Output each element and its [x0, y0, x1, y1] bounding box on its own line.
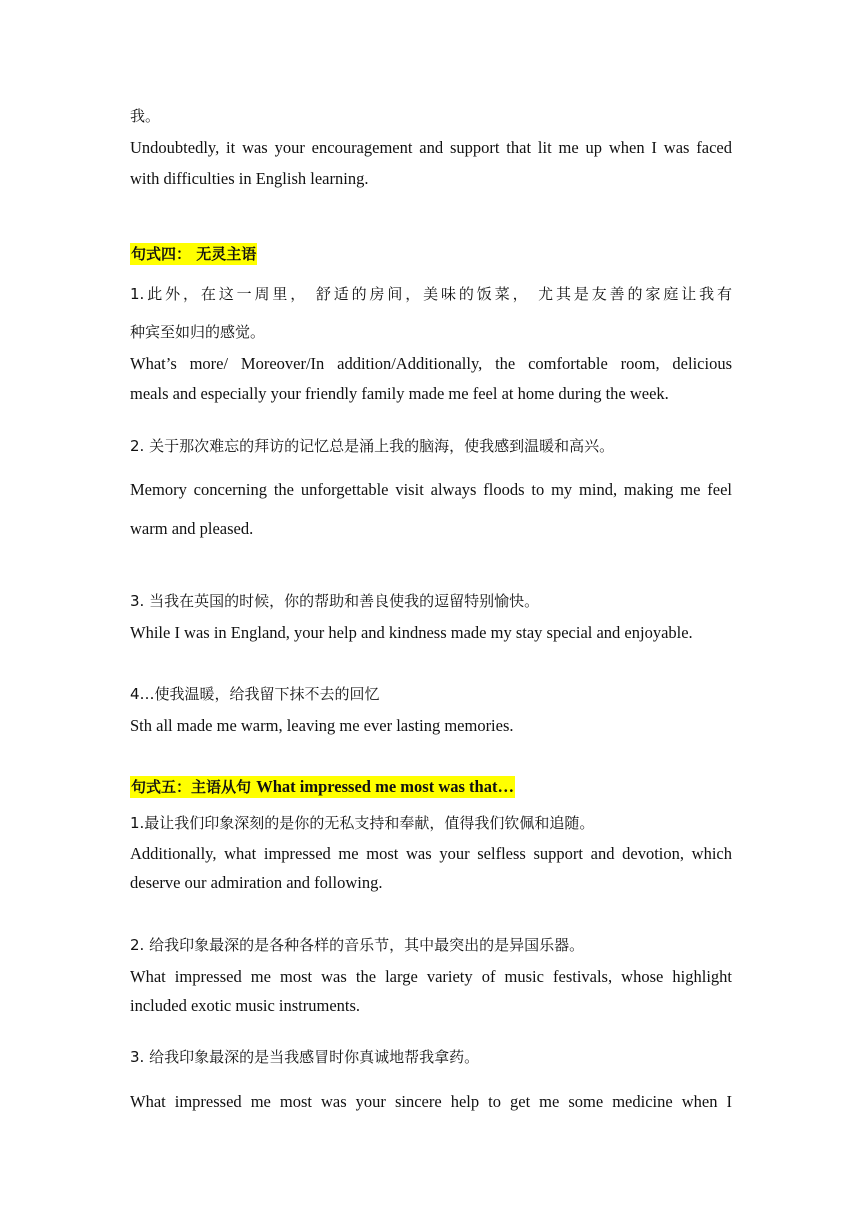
text-line: What’s more/ Moreover/In addition/Additionally, the comfortable room, delicious	[130, 354, 732, 373]
text-line: 2. 关于那次难忘的拜访的记忆总是涌上我的脑海，使我感到温暖和高兴。	[130, 437, 615, 455]
heading-en: What impressed me most was that…	[256, 777, 514, 796]
heading-cn: 句式五：主语从句	[131, 778, 257, 796]
text-line: What impressed me most was your sincere help to get me some medicine when I	[130, 1092, 732, 1111]
section-heading-4	[130, 243, 732, 266]
text-line: 种宾至如归的感觉。	[130, 323, 266, 341]
text-line: Additionally, what impressed me most was your selfless support and devotion, which	[130, 844, 732, 863]
text-line: While I was in England, your help and kindness made my stay special and enjoyable.	[130, 623, 693, 642]
text-line: Undoubtedly, it was your encouragement and support that lit me up when I was faced	[130, 138, 732, 157]
text-line: included exotic music instruments.	[130, 996, 361, 1015]
text-line: 1.此外，在这一周里， 舒适的房间，美味的饭菜， 尤其是友善的家庭让我有	[130, 285, 732, 303]
heading-highlight	[130, 776, 515, 798]
text-line: deserve our admiration and following.	[130, 873, 383, 892]
text-line: What impressed me most was the large variety of music festivals, whose highlight	[130, 967, 732, 986]
text-line: with difficulties in English learning.	[130, 169, 369, 188]
heading-highlight: 句式四： 无灵主语	[131, 245, 257, 263]
text-line: 4…使我温暖，给我留下抹不去的回忆	[130, 685, 380, 703]
text-line: warm and pleased.	[130, 519, 254, 538]
text-line: 我。	[130, 107, 161, 125]
section-heading-5	[130, 776, 732, 799]
text-line: 2. 给我印象最深的是各种各样的音乐节，其中最突出的是异国乐器。	[130, 936, 585, 954]
text-line: 3. 当我在英国的时候，你的帮助和善良使我的逗留特别愉快。	[130, 592, 540, 610]
text-line: meals and especially your friendly family made me feel at home during the week.	[130, 384, 669, 403]
text-line: Memory concerning the unforgettable visit always floods to my mind, making me feel	[130, 480, 732, 499]
text-line: Sth all made me warm, leaving me ever lasting memories.	[130, 716, 514, 735]
text-line: 3. 给我印象最深的是当我感冒时你真诚地帮我拿药。	[130, 1048, 480, 1066]
text-line: 1.最让我们印象深刻的是你的无私支持和奉献，值得我们钦佩和追随。	[130, 814, 595, 832]
